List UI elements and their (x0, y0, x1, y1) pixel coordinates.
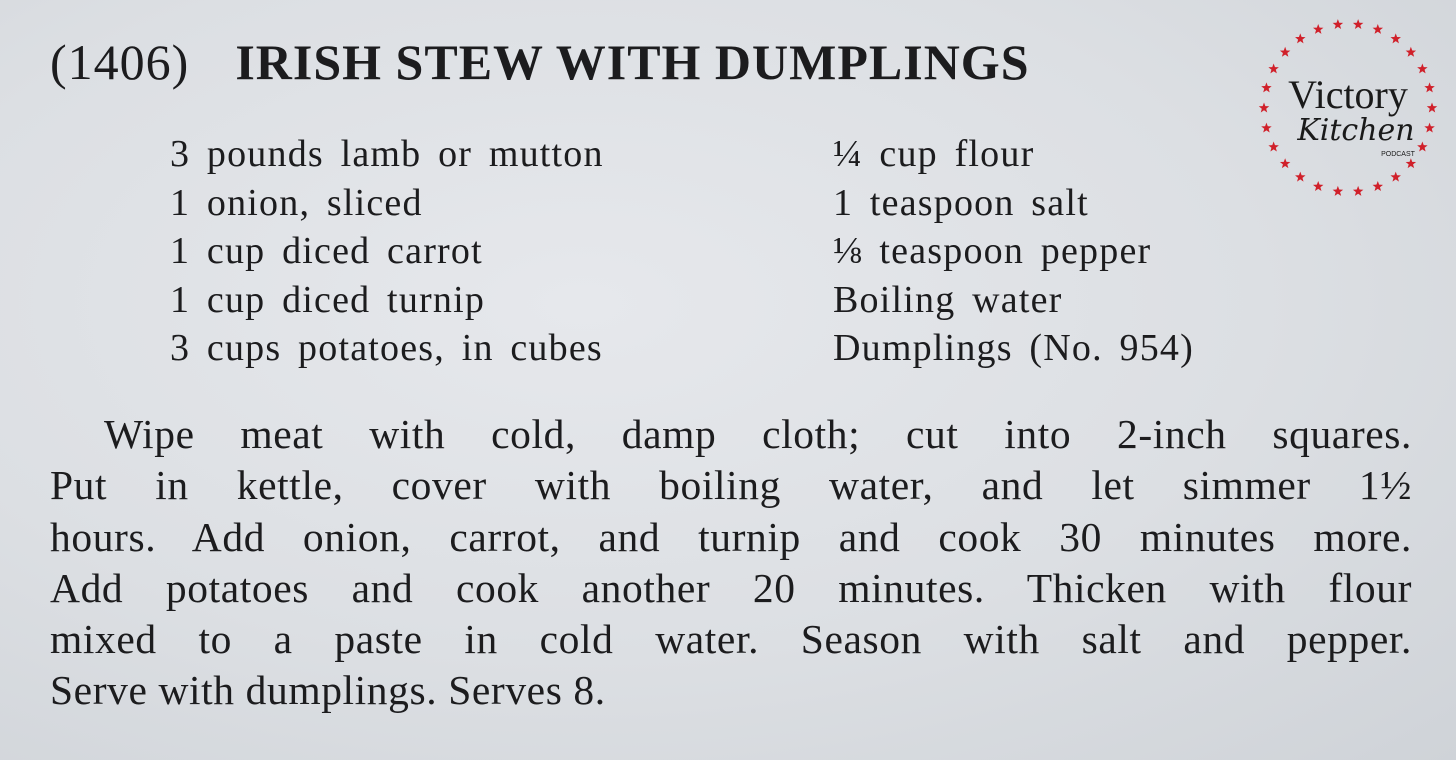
logo-word-podcast: PODCAST (1381, 151, 1415, 158)
star-icon (1295, 172, 1305, 182)
ingredient-item: 1 onion, sliced (170, 181, 423, 224)
star-icon (1268, 63, 1278, 73)
star-icon (1333, 186, 1343, 196)
star-icon (1424, 123, 1434, 133)
ingredient-item: 1 cup diced carrot (170, 230, 483, 272)
star-icon (1280, 47, 1290, 57)
logo-word-kitchen: Kitchen (1297, 113, 1415, 148)
directions-line: Wipe meat with cold, damp cloth; cut into 2-inch squares. (104, 411, 1412, 457)
ingredient-item: Dumplings (No. 954) (833, 327, 1194, 369)
star-icon (1333, 19, 1343, 29)
directions-line: Add potatoes and cook another 20 minutes. Thicken with flour (50, 564, 1412, 611)
recipe-heading (50, 32, 1030, 92)
star-icon (1424, 82, 1434, 92)
recipe-title: IRISH STEW WITH DUMPLINGS (235, 34, 1030, 90)
recipe-number: (1406) (50, 34, 190, 90)
star-icon (1353, 19, 1363, 29)
star-icon (1261, 82, 1271, 92)
ingredient-item: 3 cups potatoes, in cubes (170, 327, 603, 369)
directions-line: mixed to a paste in cold water. Season with salt and pepper. (50, 616, 1412, 663)
ingredient-item: ¼ cup flour (833, 133, 1035, 175)
star-icon (1417, 63, 1427, 73)
star-icon (1390, 172, 1400, 182)
ingredient-item: 1 cup diced turnip (170, 278, 486, 321)
ingredient-item: 1 teaspoon salt (833, 181, 1089, 224)
directions-line: Serve with dumplings. Serves 8. (50, 667, 606, 714)
ingredients-right-column (833, 130, 1194, 373)
ingredient-item: ⅛ teaspoon pepper (833, 230, 1152, 272)
star-icon (1406, 47, 1416, 57)
ingredient-item: 3 pounds lamb or mutton (170, 133, 604, 175)
star-icon (1261, 123, 1271, 133)
star-icon (1295, 33, 1305, 43)
ingredient-item: Boiling water (833, 278, 1063, 321)
directions-line: Put in kettle, cover with boiling water, and let simmer 1½ (50, 462, 1412, 509)
star-icon (1373, 181, 1383, 191)
star-icon (1259, 103, 1269, 113)
star-icon (1313, 181, 1323, 191)
star-icon (1268, 142, 1278, 152)
star-icon (1373, 24, 1383, 34)
star-icon (1417, 142, 1427, 152)
ingredients-left-column (170, 130, 604, 373)
star-icon (1427, 103, 1437, 113)
star-icon (1406, 158, 1416, 168)
star-icon (1280, 158, 1290, 168)
victory-kitchen-logo (1252, 12, 1444, 204)
star-icon (1313, 24, 1323, 34)
recipe-directions (50, 409, 1412, 717)
star-icon (1353, 186, 1363, 196)
logo-word-victory: Victory (1288, 72, 1408, 117)
star-icon (1390, 33, 1400, 43)
directions-line: hours. Add onion, carrot, and turnip and cook 30 minutes more. (50, 513, 1412, 560)
